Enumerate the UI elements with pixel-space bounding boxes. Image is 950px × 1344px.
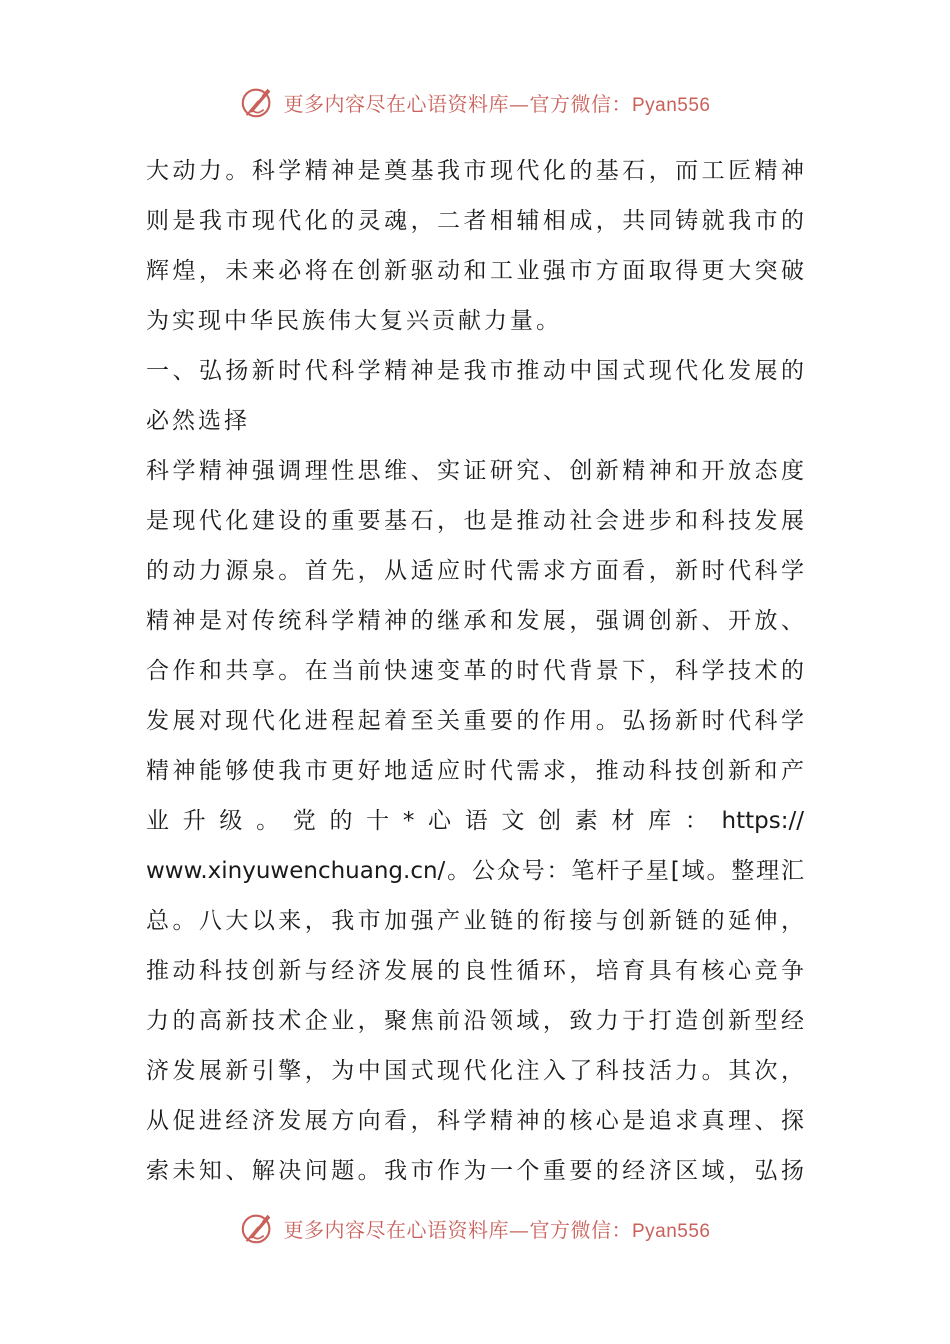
header-text — [283, 88, 710, 117]
header-wechat-label: 官方微信： — [529, 91, 632, 116]
footer-title: 更多内容尽在心语资料库 — [283, 1217, 509, 1242]
body-line: 精神是对传统科学精神的继承和发展，强调创新、开放、 — [146, 608, 804, 634]
body-line: 合作和共享。在当前快速变革的时代背景下，科学技术的 — [146, 658, 804, 684]
footer-wechat-id: Pyan556 — [631, 1220, 711, 1242]
footer-dash: — — [508, 1217, 530, 1242]
body-line: www.xinyuwenchuang.cn/。公众号：笔杆子星[域。整理汇 — [146, 858, 804, 884]
body-line: 从促进经济发展方向看，科学精神的核心是追求真理、探 — [146, 1108, 804, 1134]
body-line: 发展对现代化进程起着至关重要的作用。弘扬新时代科学 — [146, 708, 804, 734]
header-banner — [0, 80, 950, 124]
body-line: 则是我市现代化的灵魂，二者相辅相成，共同铸就我市的 — [146, 208, 804, 234]
footer-text — [283, 1214, 710, 1243]
body-line: 是现代化建设的重要基石，也是推动社会进步和科技发展 — [146, 508, 804, 534]
body-line: 的动力源泉。首先，从适应时代需求方面看，新时代科学 — [146, 558, 804, 584]
quill-logo-icon — [239, 1209, 277, 1247]
footer-banner — [0, 1206, 950, 1250]
header-dash: — — [508, 91, 530, 116]
quill-logo-icon — [239, 83, 277, 121]
document-body — [146, 146, 804, 1196]
body-line: 推动科技创新与经济发展的良性循环，培育具有核心竞争 — [146, 958, 804, 984]
body-line: 索未知、解决问题。我市作为一个重要的经济区域，弘扬 — [146, 1158, 804, 1184]
body-line: 辉煌，未来必将在创新驱动和工业强市方面取得更大突破 — [146, 258, 804, 284]
body-line: 科学精神强调理性思维、实证研究、创新精神和开放态度 — [146, 458, 804, 484]
section-heading-line: 必然选择 — [146, 408, 250, 434]
body-line: 业升级。党的十*心语文创素材库：https:// — [146, 808, 804, 834]
footer-wechat-label: 官方微信： — [529, 1217, 632, 1242]
body-line: 为实现中华民族伟大复兴贡献力量。 — [146, 308, 562, 334]
body-line: 济发展新引擎，为中国式现代化注入了科技活力。其次， — [146, 1058, 804, 1084]
body-line: 力的高新技术企业，聚焦前沿领域，致力于打造创新型经 — [146, 1008, 804, 1034]
header-wechat-id: Pyan556 — [631, 94, 711, 116]
body-line: 总。八大以来，我市加强产业链的衔接与创新链的延伸， — [146, 908, 804, 934]
body-line: 精神能够使我市更好地适应时代需求，推动科技创新和产 — [146, 758, 804, 784]
body-line: 大动力。科学精神是奠基我市现代化的基石，而工匠精神 — [146, 158, 804, 184]
header-title: 更多内容尽在心语资料库 — [283, 91, 509, 116]
section-heading-line: 一、弘扬新时代科学精神是我市推动中国式现代化发展的 — [146, 358, 804, 384]
